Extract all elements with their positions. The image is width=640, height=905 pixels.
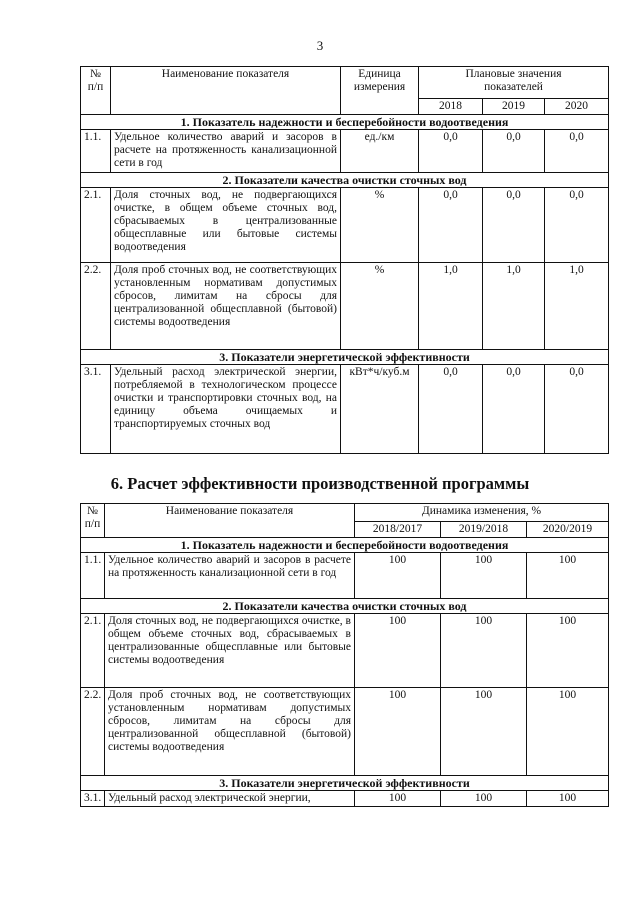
row-name: Доля проб сточных вод, не соответствующих установленным нормативам допустимых сбросов, лимитам на сбросы для централизованной общесплавной (бытовой) системы водоотведения <box>105 688 355 776</box>
row-name: Доля проб сточных вод, не соответствующих установленным нормативам допустимых сбросов, лимитам на сбросы для централизованной общесплавной (бытовой) системы водоотведения <box>111 263 341 350</box>
row-value: 100 <box>355 791 441 807</box>
header-year: 2020 <box>545 99 609 115</box>
row-num: 1.1. <box>81 130 111 173</box>
header-name: Наименование показателя <box>111 67 341 115</box>
row-num: 2.2. <box>81 263 111 350</box>
table-row <box>81 130 609 173</box>
row-value: 100 <box>441 614 527 688</box>
table-row <box>81 553 609 599</box>
row-value: 0,0 <box>545 188 609 263</box>
row-unit: ед./км <box>341 130 419 173</box>
table-row <box>81 688 609 776</box>
page-number: 3 <box>316 38 324 53</box>
row-name: Доля сточных вод, не подвергающихся очистке, в общем объеме сточных вод, сбрасываемых в централизованные общесплавные или бытовые системы водоотведения <box>111 188 341 263</box>
section-title: 1. Показатель надежности и бесперебойности водоотведения <box>81 115 609 130</box>
row-num: 3.1. <box>81 365 111 454</box>
row-value: 100 <box>527 688 609 776</box>
row-value: 1,0 <box>483 263 545 350</box>
table-row <box>81 188 609 263</box>
table-row <box>81 365 609 454</box>
header-year: 2018 <box>419 99 483 115</box>
row-value: 100 <box>527 791 609 807</box>
section-title: 2. Показатели качества очистки сточных вод <box>81 599 609 614</box>
row-value: 0,0 <box>545 365 609 454</box>
row-value: 0,0 <box>419 130 483 173</box>
section-title: 2. Показатели качества очистки сточных вод <box>81 173 609 188</box>
planned-values-table <box>80 66 609 454</box>
row-unit: % <box>341 263 419 350</box>
row-value: 0,0 <box>419 365 483 454</box>
row-num: 1.1. <box>81 553 105 599</box>
row-num: 3.1. <box>81 791 105 807</box>
header-period: 2019/2018 <box>441 522 527 538</box>
header-year: 2019 <box>483 99 545 115</box>
header-dynamics: Динамика изменения, % <box>355 504 609 522</box>
table-row <box>81 791 609 807</box>
efficiency-table <box>80 503 609 807</box>
row-value: 100 <box>441 553 527 599</box>
row-value: 0,0 <box>483 365 545 454</box>
section-title: 1. Показатель надежности и бесперебойности водоотведения <box>81 538 609 553</box>
row-value: 100 <box>355 614 441 688</box>
row-unit: кВт*ч/куб.м <box>341 365 419 454</box>
header-num: № п/п <box>81 67 111 115</box>
section-title: 3. Показатели энергетической эффективности <box>81 776 609 791</box>
header-unit: Единица измерения <box>341 67 419 115</box>
row-value: 0,0 <box>483 130 545 173</box>
row-value: 100 <box>355 688 441 776</box>
row-name: Удельный расход электрической энергии, <box>105 791 355 807</box>
row-value: 0,0 <box>545 130 609 173</box>
row-name: Доля сточных вод, не подвергающихся очистке, в общем объеме сточных вод, сбрасываемых в централизованные общесплавные или бытовые системы водоотведения <box>105 614 355 688</box>
row-num: 2.2. <box>81 688 105 776</box>
row-value: 0,0 <box>483 188 545 263</box>
row-value: 1,0 <box>419 263 483 350</box>
section-title: 3. Показатели энергетической эффективности <box>81 350 609 365</box>
row-num: 2.1. <box>81 614 105 688</box>
header-num: № п/п <box>81 504 105 538</box>
table-row <box>81 263 609 350</box>
row-value: 0,0 <box>419 188 483 263</box>
row-name: Удельное количество аварий и засоров в расчете на протяженность канализационной сети в год <box>105 553 355 599</box>
row-value: 1,0 <box>545 263 609 350</box>
table-row <box>81 614 609 688</box>
row-value: 100 <box>527 553 609 599</box>
section-6-title: 6. Расчет эффективности производственной программы <box>110 474 530 493</box>
header-name: Наименование показателя <box>105 504 355 538</box>
row-num: 2.1. <box>81 188 111 263</box>
header-period: 2018/2017 <box>355 522 441 538</box>
header-period: 2020/2019 <box>527 522 609 538</box>
row-name: Удельное количество аварий и засоров в расчете на протяженность канализационной сети в год <box>111 130 341 173</box>
row-name: Удельный расход электрической энергии, потребляемой в технологическом процессе очистки и транспортировки сточных вод, на единицу объема очищаемых и транспортируемых сточных вод <box>111 365 341 454</box>
row-value: 100 <box>355 553 441 599</box>
row-value: 100 <box>527 614 609 688</box>
row-value: 100 <box>441 688 527 776</box>
row-unit: % <box>341 188 419 263</box>
header-plan: Плановые значения показателей <box>419 67 609 99</box>
row-value: 100 <box>441 791 527 807</box>
